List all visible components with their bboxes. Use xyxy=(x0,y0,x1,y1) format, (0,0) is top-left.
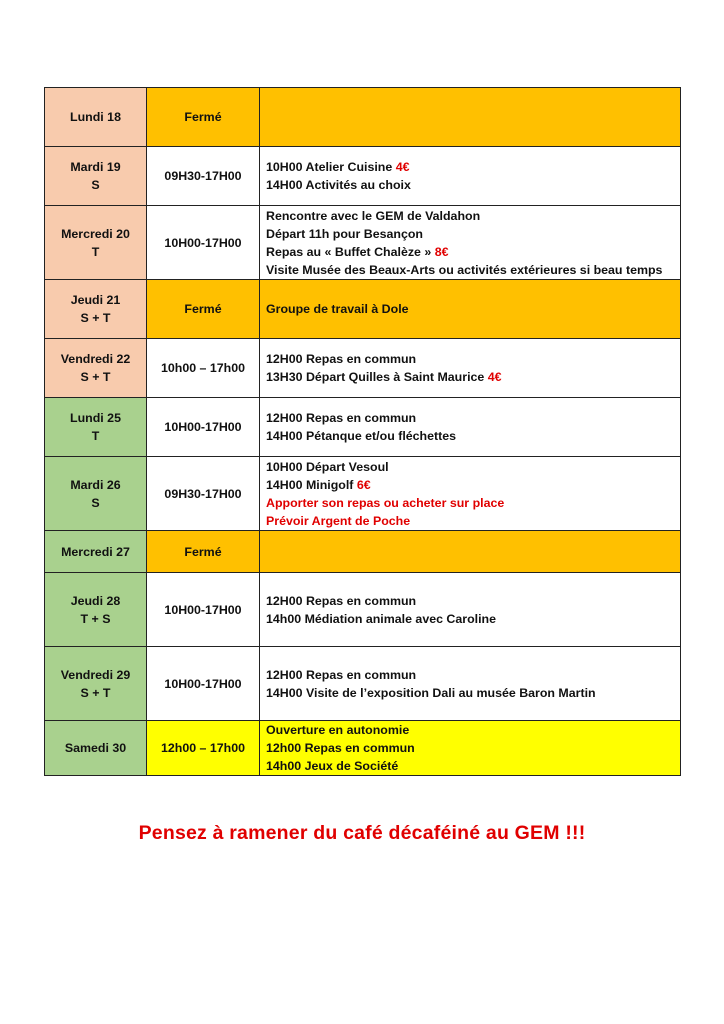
day-cell xyxy=(45,339,147,398)
activity-line xyxy=(266,458,680,476)
day-label: Lundi 18 xyxy=(70,110,121,124)
activities-cell xyxy=(260,398,681,457)
activity-text: 14h00 Jeux de Société xyxy=(266,759,399,773)
activity-line xyxy=(266,409,680,427)
activity-text: 10H00 Atelier Cuisine xyxy=(266,160,396,174)
hours-cell: Fermé xyxy=(147,531,260,573)
schedule-table xyxy=(44,87,681,776)
day-cell xyxy=(45,457,147,531)
schedule-row xyxy=(45,88,681,147)
activity-text: Groupe de travail à Dole xyxy=(266,302,409,316)
hours-cell: 10H00-17H00 xyxy=(147,573,260,647)
day-cell xyxy=(45,88,147,147)
day-label: Vendredi 29 xyxy=(60,667,131,682)
hours-cell: 09H30-17H00 xyxy=(147,457,260,531)
activity-line xyxy=(266,494,680,512)
activity-price: 4€ xyxy=(395,160,410,174)
hours-cell: 10H00-17H00 xyxy=(147,647,260,721)
hours-cell: Fermé xyxy=(147,280,260,339)
day-cell xyxy=(45,573,147,647)
day-code: S + T xyxy=(80,370,111,384)
day-label: Jeudi 28 xyxy=(70,593,121,608)
activity-price: 4€ xyxy=(487,370,502,384)
hours-cell: 12h00 – 17h00 xyxy=(147,721,260,776)
schedule-row xyxy=(45,721,681,776)
day-label: Vendredi 22 xyxy=(60,352,131,366)
day-label: Mardi 19 xyxy=(70,160,121,174)
activity-text: 12H00 Repas en commun xyxy=(266,352,417,366)
day-cell xyxy=(45,280,147,339)
activity-line xyxy=(266,225,680,243)
activity-text: 14H00 Visite de l’exposition Dali au musée Baron Martin xyxy=(266,685,596,700)
schedule-row xyxy=(45,206,681,280)
activity-text: 14H00 Minigolf xyxy=(266,477,357,492)
activity-line xyxy=(266,739,680,757)
hours-cell: Fermé xyxy=(147,88,260,147)
activity-text: 12H00 Repas en commun xyxy=(266,593,417,608)
activity-text: 14h00 Médiation animale avec Caroline xyxy=(266,611,497,626)
day-code: T + S xyxy=(80,611,111,626)
activity-text: 10H00 Départ Vesoul xyxy=(266,459,389,474)
day-label: Mercredi 20 xyxy=(61,226,130,241)
day-code: S + T xyxy=(80,685,111,700)
day-label: Samedi 30 xyxy=(64,741,127,755)
day-label: Lundi 25 xyxy=(70,411,121,425)
activities-cell xyxy=(260,280,681,339)
schedule-row xyxy=(45,147,681,206)
activity-line xyxy=(266,476,680,494)
activities-cell xyxy=(260,457,681,531)
day-code: S xyxy=(91,495,100,510)
activity-line xyxy=(266,666,680,684)
activity-text: Repas au « Buffet Chalèze » xyxy=(266,244,435,259)
activity-line xyxy=(266,592,680,610)
activity-price: Apporter son repas ou acheter sur place xyxy=(266,495,505,510)
activity-line xyxy=(266,368,680,386)
day-code: T xyxy=(91,244,100,259)
schedule-row xyxy=(45,457,681,531)
activities-cell xyxy=(260,647,681,721)
schedule-row xyxy=(45,647,681,721)
activity-line xyxy=(266,721,680,739)
activity-price: Prévoir Argent de Poche xyxy=(266,513,411,528)
activity-text: 14H00 Pétanque et/ou fléchettes xyxy=(266,429,457,443)
activity-text: 14H00 Activités au choix xyxy=(266,178,411,192)
footer-note: Pensez à ramener du café décaféiné au GEM !!! xyxy=(138,822,586,844)
activity-text: Visite Musée des Beaux-Arts ou activités extérieures si beau temps xyxy=(266,262,663,277)
activity-text: 12H00 Repas en commun xyxy=(266,667,417,682)
day-cell xyxy=(45,398,147,457)
day-code: T xyxy=(91,429,100,443)
activity-line xyxy=(266,243,680,261)
activity-line xyxy=(266,176,680,194)
activity-text: Départ 11h pour Besançon xyxy=(266,226,423,241)
activity-line xyxy=(266,610,680,628)
schedule-row xyxy=(45,531,681,573)
activities-cell xyxy=(260,531,681,573)
schedule-row xyxy=(45,280,681,339)
activity-text: Ouverture en autonomie xyxy=(266,723,410,737)
activity-text: 12h00 Repas en commun xyxy=(266,741,415,755)
day-cell xyxy=(45,721,147,776)
day-cell xyxy=(45,647,147,721)
day-label: Jeudi 21 xyxy=(70,293,121,307)
activity-line xyxy=(266,350,680,368)
schedule-body xyxy=(45,88,681,776)
hours-cell: 10H00-17H00 xyxy=(147,398,260,457)
activity-price: 6€ xyxy=(356,477,371,492)
schedule-row xyxy=(45,398,681,457)
day-cell xyxy=(45,531,147,573)
schedule-row xyxy=(45,339,681,398)
day-label: Mardi 26 xyxy=(70,477,121,492)
activity-text: Rencontre avec le GEM de Valdahon xyxy=(266,208,481,223)
activity-text: 13H30 Départ Quilles à Saint Maurice xyxy=(266,370,488,384)
activities-cell xyxy=(260,206,681,280)
schedule-row xyxy=(45,573,681,647)
activity-line xyxy=(266,261,680,279)
activity-line xyxy=(266,757,680,775)
activity-text: 12H00 Repas en commun xyxy=(266,411,417,425)
day-cell xyxy=(45,206,147,280)
day-code: S xyxy=(91,178,100,192)
day-code: S + T xyxy=(80,311,111,325)
activity-line xyxy=(266,300,680,318)
day-cell xyxy=(45,147,147,206)
activity-line xyxy=(266,427,680,445)
hours-cell: 10H00-17H00 xyxy=(147,206,260,280)
activities-cell xyxy=(260,573,681,647)
activities-cell xyxy=(260,721,681,776)
activity-line xyxy=(266,158,680,176)
activities-cell xyxy=(260,147,681,206)
hours-cell: 10h00 – 17h00 xyxy=(147,339,260,398)
day-label: Mercredi 27 xyxy=(61,544,130,559)
activities-cell xyxy=(260,88,681,147)
activity-line xyxy=(266,684,680,702)
hours-cell: 09H30-17H00 xyxy=(147,147,260,206)
activity-price: 8€ xyxy=(434,244,449,259)
activity-line xyxy=(266,512,680,530)
activity-line xyxy=(266,207,680,225)
activities-cell xyxy=(260,339,681,398)
